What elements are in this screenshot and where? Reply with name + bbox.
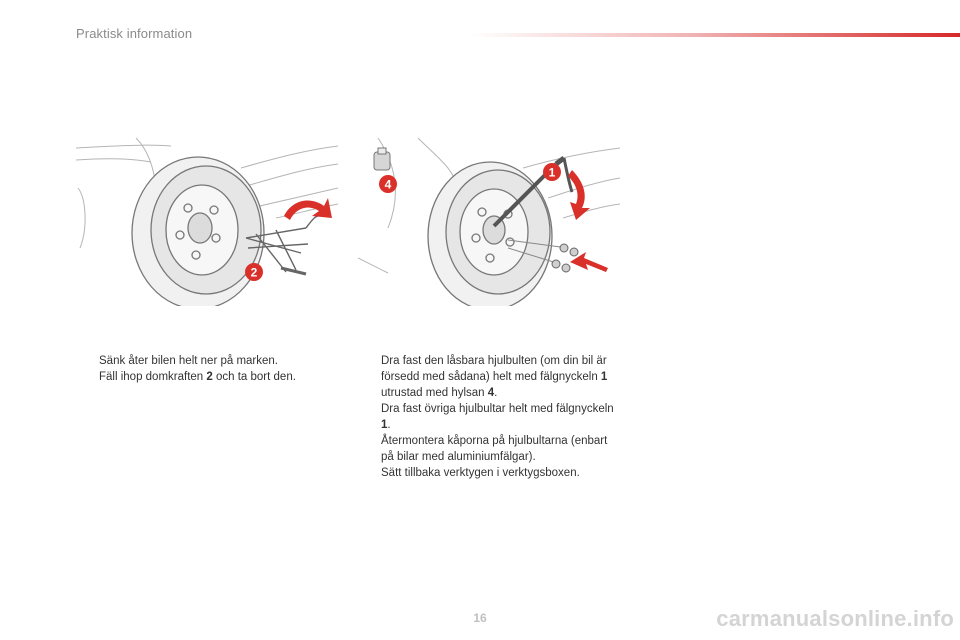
fold-arrow-icon [284,198,332,220]
section-title: Praktisk information [76,26,193,41]
step-text: utrustad med hylsan [381,387,488,399]
illustration-tighten-bolts [358,138,620,306]
wheel [428,162,552,306]
callout-4 [379,175,397,193]
page-number: 16 [473,611,487,625]
step-item [364,401,614,433]
step-item [364,433,614,465]
step-text: Dra fast övriga hjulbultar helt med fälgnyckeln [381,403,614,415]
callout-1 [543,163,561,181]
step-item [82,369,327,385]
callout-2 [245,263,263,281]
step-text: . [387,419,391,431]
step-text: och ta bort den. [212,371,296,383]
steps-left-list [82,353,327,385]
step-text: Fäll ihop domkraften [99,371,207,383]
steps-right-list [364,353,614,481]
callout-2-label: 2 [250,265,258,280]
callout-reference: 1 [600,371,608,383]
callout-reference: 1 [381,419,388,431]
callout-4-label: 4 [384,177,392,192]
step-text: Dra fast den låsbara hjulbulten (om din bil är försedd med sådana) helt med fälgnyckeln [381,355,607,383]
watermark: carmanualsonline.info [716,606,954,631]
rotate-arrow-icon [568,170,590,220]
callout-1-label: 1 [548,165,556,180]
step-item [364,353,614,401]
socket-tool [374,148,390,170]
title-accent-bar [470,33,960,37]
wheel [132,157,264,306]
step-item [82,353,327,369]
step-text: Återmontera kåporna på hjulbultarna (enbart på bilar med aluminiumfälgar). [381,435,608,463]
illustration-lower-jack [76,138,338,306]
callout-reference: 2 [206,371,213,383]
step-text: Sänk åter bilen helt ner på marken. [99,355,278,367]
callout-reference: 4 [487,387,495,399]
step-text: . [494,387,498,399]
step-text: Sätt tillbaka verktygen i verktygsboxen. [381,467,580,479]
step-item [364,465,614,481]
